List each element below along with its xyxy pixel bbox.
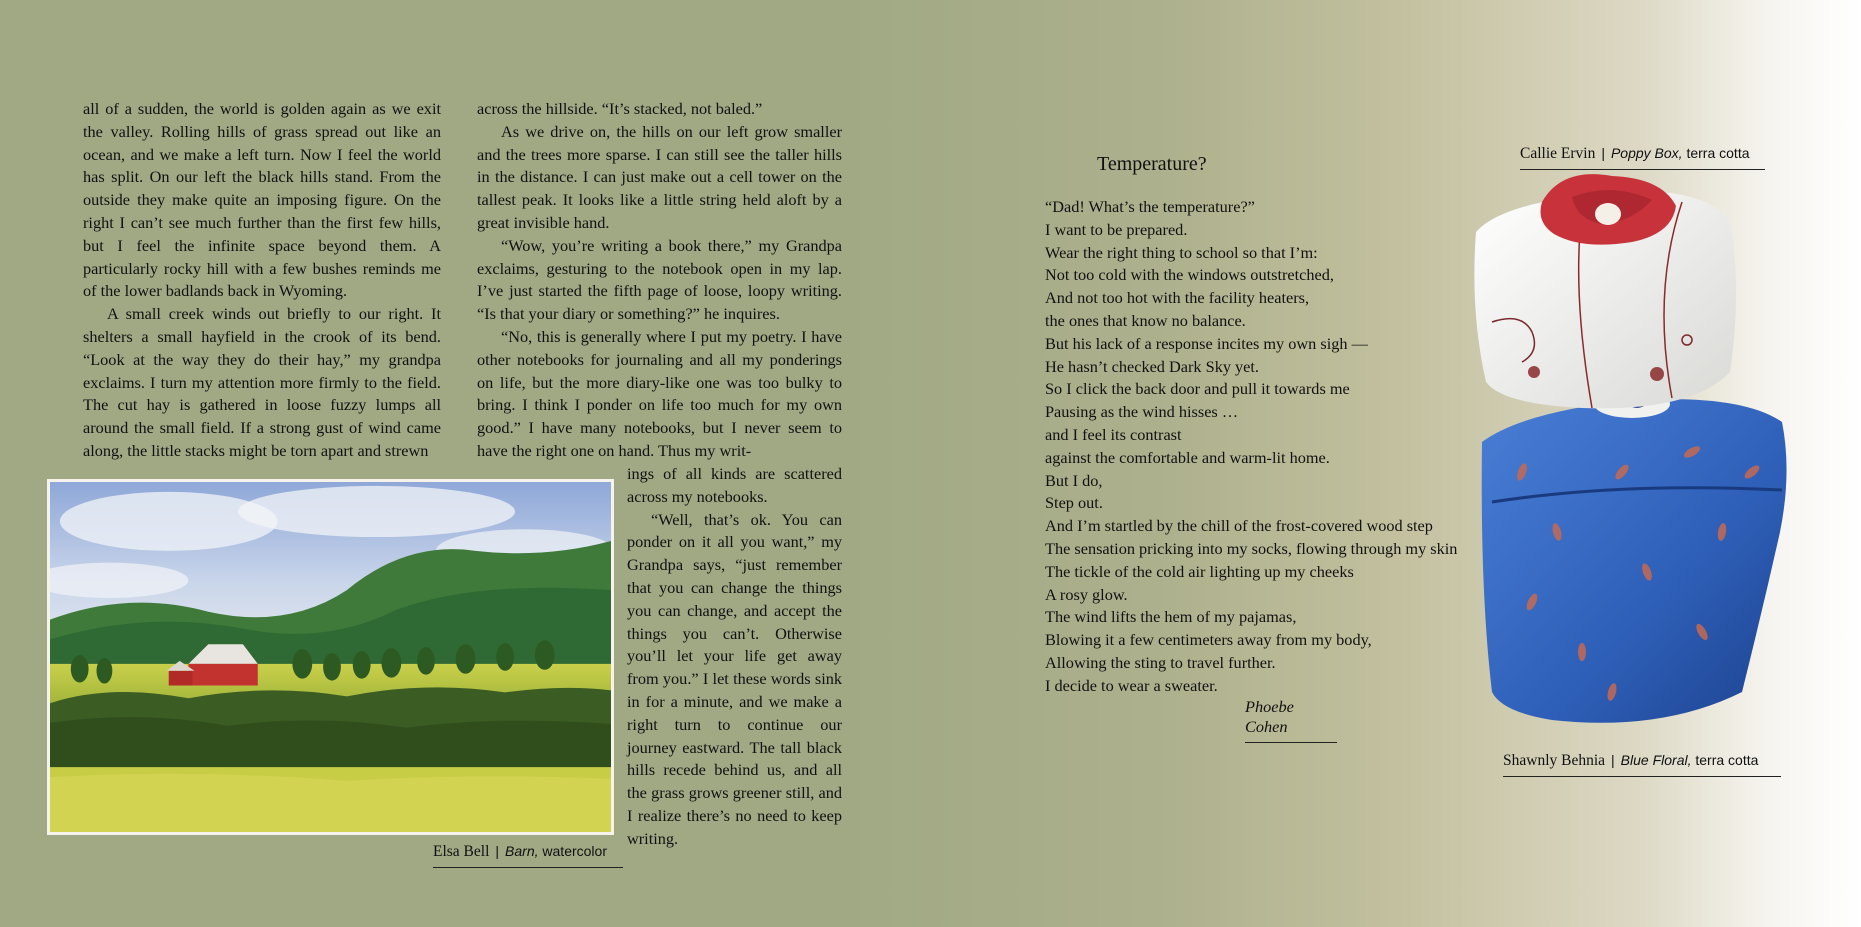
poem-line: Wear the right thing to school so that I’m:	[1045, 242, 1318, 262]
poppy-box	[1474, 174, 1736, 408]
poem-line: The sensation pricking into my socks, flowing through my skin	[1045, 538, 1458, 558]
caption-separator: |	[1601, 145, 1605, 161]
poem-author: Phoebe Cohen	[1245, 697, 1337, 743]
story-column-1	[83, 98, 441, 463]
poem-line: So I click the back door and pull it towards me	[1045, 379, 1350, 399]
poem-line: The tickle of the cold air lighting up my cheeks	[1045, 561, 1354, 581]
story-column-2-bottom	[627, 463, 842, 851]
blue-floral-box	[1482, 372, 1787, 723]
poem-line: Not too cold with the windows outstretched,	[1045, 265, 1334, 285]
poem-line: Allowing the sting to travel further.	[1045, 652, 1276, 672]
pottery-boxes-image	[1462, 172, 1794, 742]
story-paragraph: “No, this is generally where I put my poetry. I have other notebooks for journaling and all my ponderings on life, but the more diary-like one was too bulky to bring. I think I ponder on life too much for my own good.” I have many notebooks, but I never seem to have the right one on hand. Thus my writ-	[477, 326, 842, 460]
poem-line: “Dad! What’s the temperature?”	[1045, 197, 1255, 216]
poem-line: the ones that know no balance.	[1045, 310, 1246, 330]
poem-line: And not too hot with the facility heaters,	[1045, 288, 1310, 308]
poem-line: Blowing it a few centimeters away from my body,	[1045, 630, 1372, 650]
poem-line: But his lack of a response incites my own sigh —	[1045, 333, 1368, 353]
poem-title: Temperature?	[1097, 153, 1207, 175]
caption-blue-floral	[1503, 752, 1781, 777]
caption-artist: Callie Ervin	[1520, 145, 1596, 162]
poem-line: Step out.	[1045, 493, 1103, 513]
story-paragraph: all of a sudden, the world is golden again as we exit the valley. Rolling hills of grass spread out like an ocean, and we make a left turn. Now I feel the world has split. On our left the black hills stand. From the outside they make quite an imposing figure. On the right I can’t see much further than the first few hills, but I feel the infinite space beyond them. A particularly rocky hill with a few bushes reminds me of the lower badlands back in Wyoming.	[83, 99, 441, 301]
caption-separator: |	[1611, 752, 1615, 768]
caption-poppy-box	[1520, 145, 1765, 170]
caption-work-title: Blue Floral,	[1620, 752, 1692, 768]
story-paragraph: across the hillside. “It’s stacked, not baled.”	[477, 99, 763, 118]
barn-watercolor-image	[47, 479, 614, 835]
caption-work-title: Barn,	[505, 843, 539, 859]
caption-work-title: Poppy Box,	[1610, 145, 1683, 161]
story-paragraph: “Wow, you’re writing a book there,” my Grandpa exclaims, gesturing to the notebook open in my lap. I’ve just started the fifth page of loose, loopy writing. “Is that your diary or something?” he inquires.	[477, 235, 842, 324]
poem-line: And I’m startled by the chill of the frost-covered wood step	[1045, 516, 1433, 536]
poem-line: I decide to wear a sweater.	[1045, 675, 1218, 695]
caption-artist: Elsa Bell	[433, 843, 490, 860]
story-column-2-top	[477, 98, 842, 463]
poem-line: But I do,	[1045, 470, 1103, 490]
poem-body	[1045, 196, 1457, 698]
story-paragraph: “Well, that’s ok. You can ponder on it all you want,” my Grandpa says, “just remember that you can change the things you can change, and accept the things you can’t. Otherwise you’ll let your life get away from you.” I let these words sink in for a minute, and we make a right turn to continue our journey eastward. The tall black hills recede behind us, and all the grass grows greener still, and I realize there’s no need to keep writing.	[627, 509, 842, 848]
caption-barn	[433, 843, 623, 868]
poem-line: The wind lifts the hem of my pajamas,	[1045, 607, 1297, 627]
caption-medium: watercolor	[542, 843, 607, 859]
story-paragraph: As we drive on, the hills on our left grow smaller and the trees more sparse. I can still see the taller hills in the distance. I can just make out a cell tower on the tallest peak. It looks like a little string held aloft by a great invisible hand.	[477, 121, 842, 232]
poem-line: and I feel its contrast	[1045, 424, 1182, 444]
poem-line: I want to be prepared.	[1045, 219, 1188, 239]
caption-medium: terra cotta	[1695, 752, 1759, 768]
poem-line: A rosy glow.	[1045, 584, 1128, 604]
poem-line: He hasn’t checked Dark Sky yet.	[1045, 356, 1260, 376]
caption-medium: terra cotta	[1686, 145, 1750, 161]
caption-separator: |	[495, 843, 500, 859]
poem-line: Pausing as the wind hisses …	[1045, 402, 1239, 422]
poem-line: against the comfortable and warm-lit home.	[1045, 447, 1330, 467]
story-paragraph: A small creek winds out briefly to our right. It shelters a small hayfield in the crook of its bend. “Look at the way they do their hay,” my grandpa exclaims. I turn my attention more firmly to the field. The cut hay is gathered in loose fuzzy lumps all around the small field. If a strong gust of wind came along, the little stacks might be torn apart and strewn	[83, 304, 441, 460]
caption-artist: Shawnly Behnia	[1503, 752, 1606, 769]
story-paragraph: ings of all kinds are scattered across my notebooks.	[627, 464, 842, 506]
